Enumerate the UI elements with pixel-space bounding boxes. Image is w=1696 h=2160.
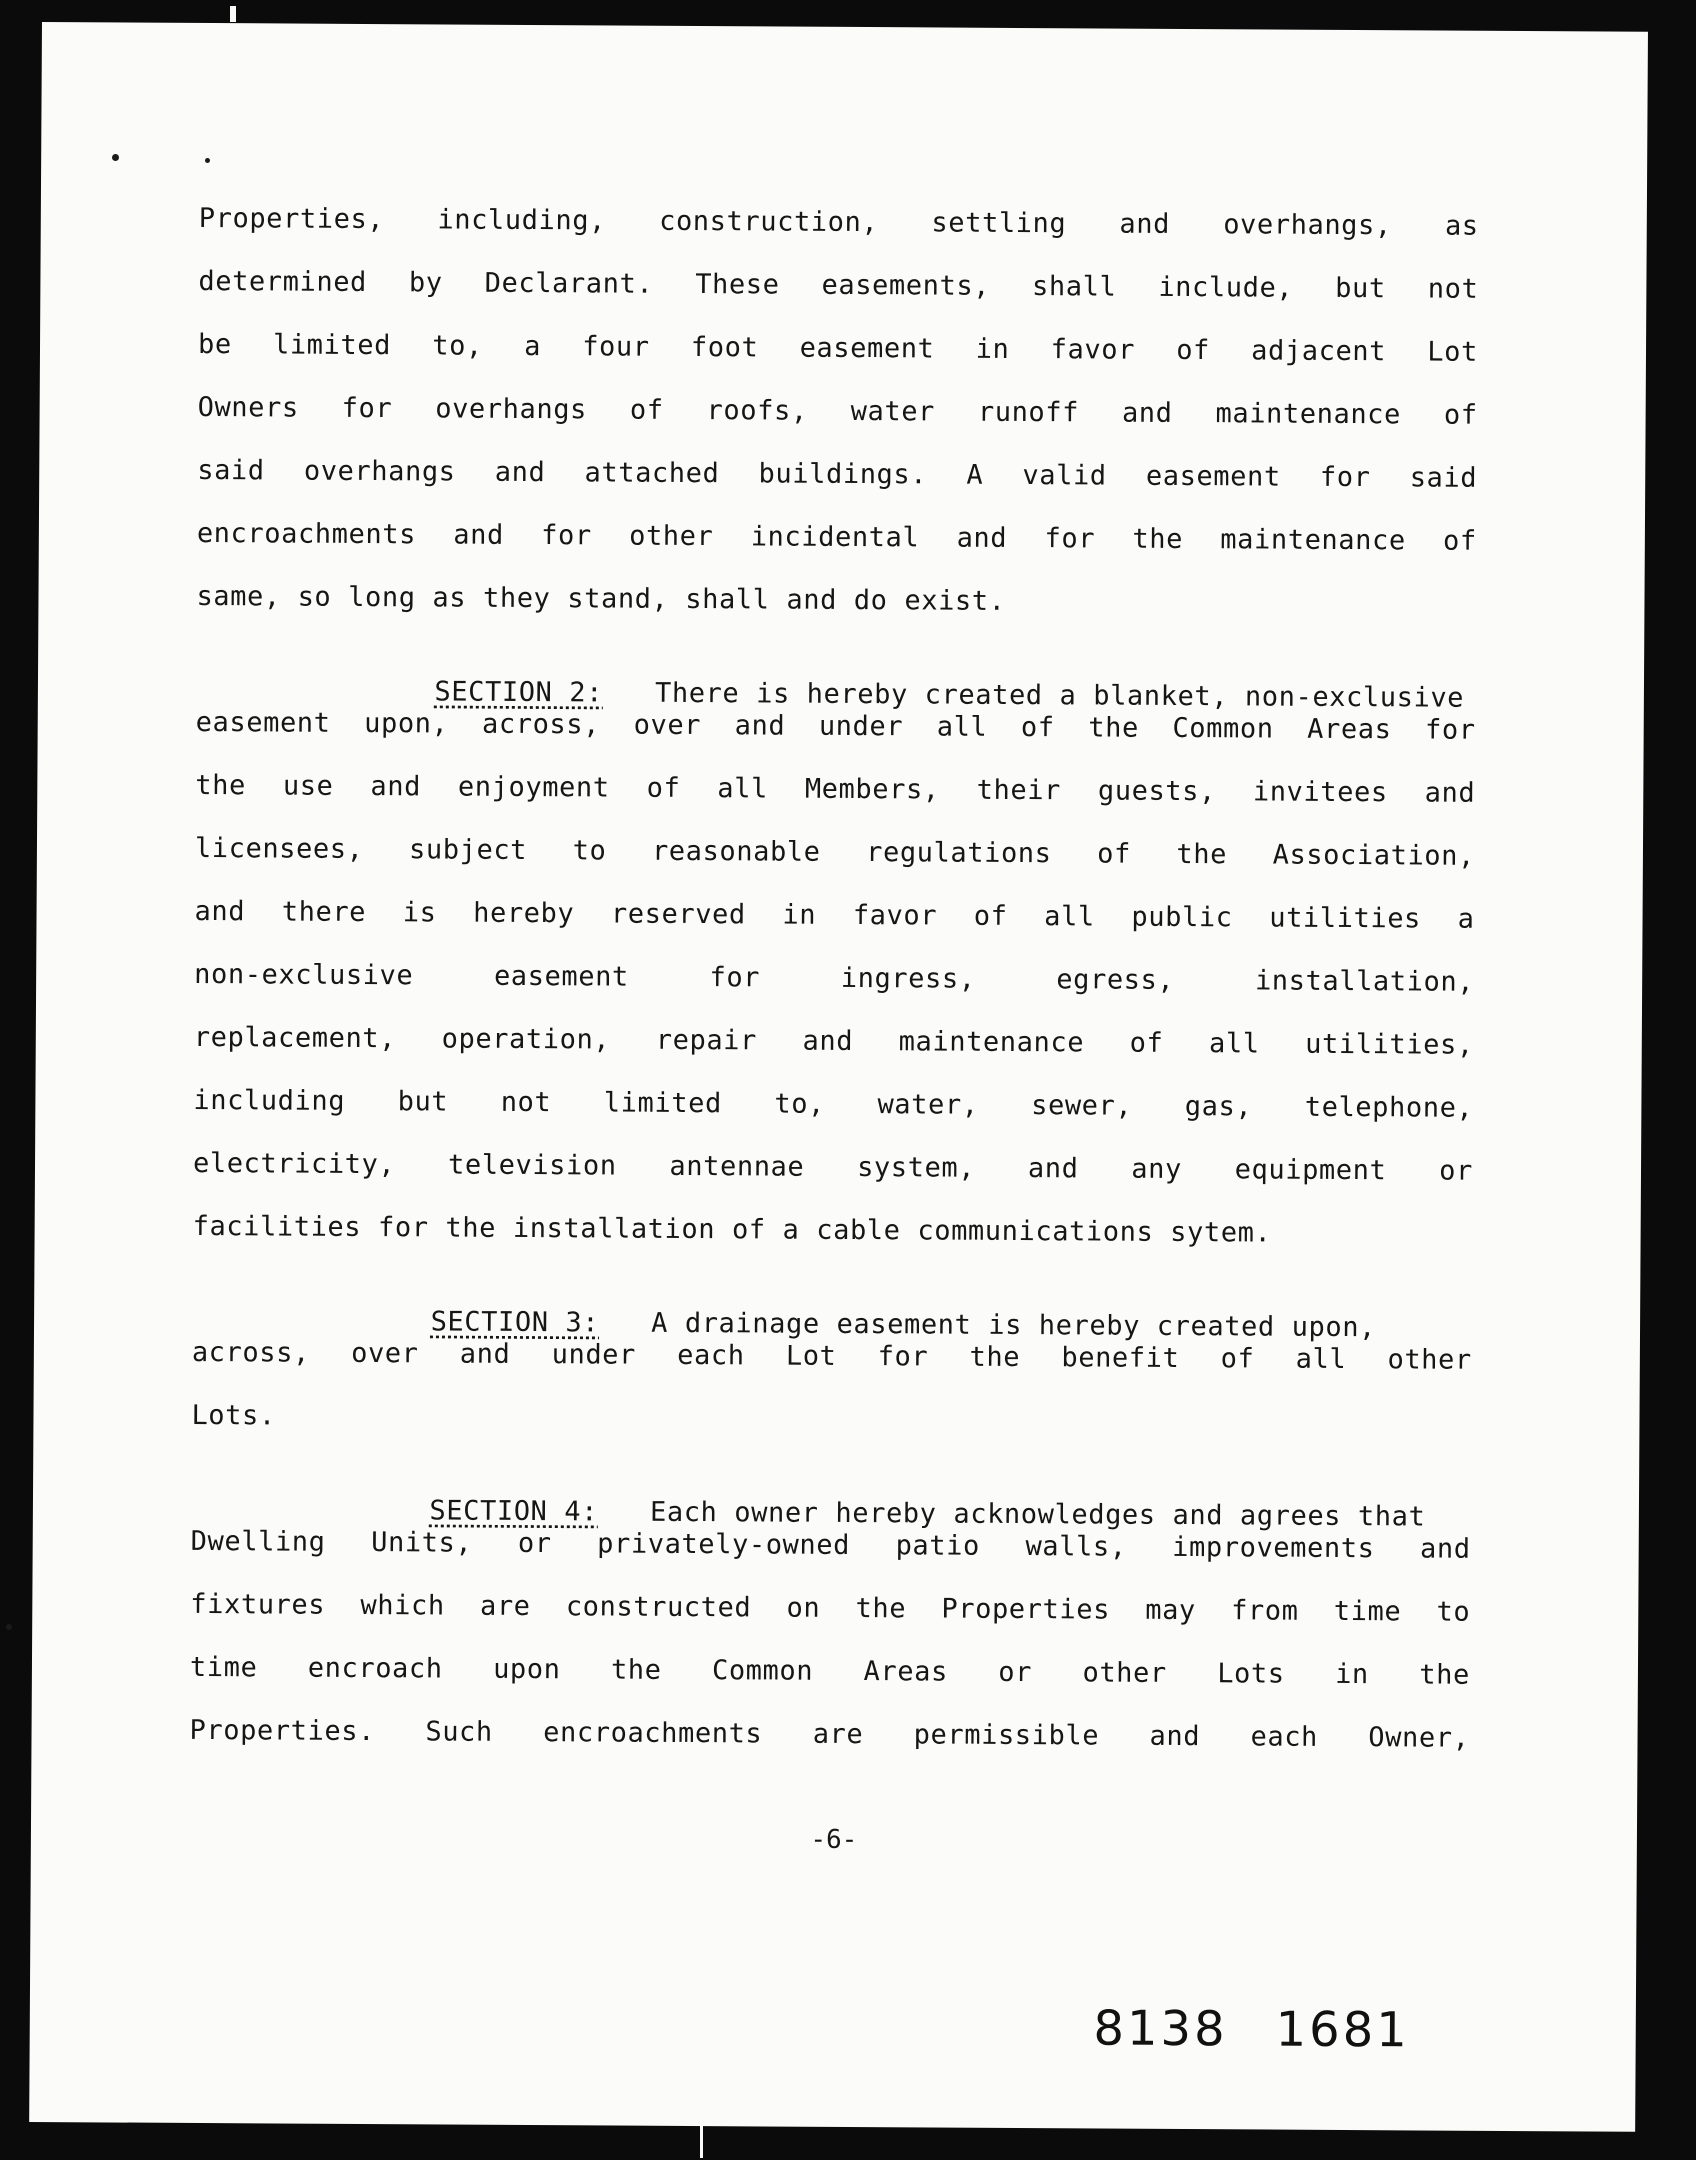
- text-line: Lots.: [191, 1399, 276, 1432]
- text-line: facilities for the installation of a cable communications sytem.: [192, 1210, 1272, 1249]
- text-line: licensees, subject to reasonable regulations of the Association,: [194, 832, 1476, 872]
- scan-edge-mark: [230, 6, 236, 22]
- page-number: -6-: [810, 1824, 858, 1856]
- scan-edge-mark: [700, 2122, 703, 2158]
- scan-speck: [6, 1624, 12, 1630]
- text-line: Properties, including, construction, settling and overhangs, as: [198, 202, 1479, 242]
- section-4-first-line: [191, 1463, 1471, 1533]
- section-3-first-line: [192, 1274, 1472, 1344]
- text-line: fixtures which are constructed on the Properties may from time to: [190, 1588, 1471, 1628]
- text-line: encroachments and for other incidental and for the maintenance of: [196, 517, 1477, 557]
- document-page: [29, 22, 1648, 2132]
- text-line: determined by Declarant. These easements, shall include, but not: [198, 265, 1479, 305]
- recording-stamp: [1093, 2000, 1410, 2058]
- text-line: Dwelling Units, or privately-owned patio walls, improvements and: [190, 1525, 1471, 1565]
- section-2-first-line: [196, 644, 1476, 714]
- scan-speck: [205, 158, 210, 163]
- text-line: across, over and under each Lot for the benefit of all other: [191, 1336, 1472, 1376]
- text-line: replacement, operation, repair and maintenance of all utilities,: [193, 1021, 1474, 1061]
- stamp-book: 8138: [1093, 2000, 1228, 2058]
- stamp-page: 1681: [1275, 2001, 1410, 2059]
- section-heading: SECTION 2:: [434, 676, 604, 709]
- text-line: be limited to, a four foot easement in favor of adjacent Lot: [197, 328, 1479, 368]
- text-line: Properties. Such encroachments are permissible and each Owner,: [189, 1714, 1470, 1754]
- text-line: same, so long as they stand, shall and do exist.: [196, 580, 1006, 617]
- text-line: easement upon, across, over and under all of the Common Areas for: [195, 706, 1476, 746]
- scan-speck: [112, 154, 119, 161]
- text-line: electricity, television antennae system, and any equipment or: [192, 1147, 1474, 1187]
- text-line: Each owner hereby acknowledges and agrees that: [649, 1496, 1426, 1533]
- text-line: There is hereby created a blanket, non-exclusive: [654, 677, 1465, 714]
- section-heading: SECTION 3:: [430, 1306, 600, 1339]
- section-heading: SECTION 4:: [429, 1495, 599, 1528]
- text-line: time encroach upon the Common Areas or other Lots in the: [189, 1651, 1470, 1691]
- text-line: said overhangs and attached buildings. A valid easement for said: [197, 454, 1478, 494]
- text-line: Owners for overhangs of roofs, water runoff and maintenance of: [197, 391, 1478, 431]
- text-line: including but not limited to, water, sewer, gas, telephone,: [193, 1084, 1474, 1124]
- text-line: and there is hereby reserved in favor of all public utilities a: [194, 895, 1475, 935]
- text-line: A drainage easement is hereby created upon,: [651, 1307, 1377, 1344]
- body-text: [189, 203, 1479, 1786]
- text-line: the use and enjoyment of all Members, their guests, invitees and: [195, 769, 1476, 809]
- text-line: non-exclusive easement for ingress, egress, installation,: [194, 958, 1475, 998]
